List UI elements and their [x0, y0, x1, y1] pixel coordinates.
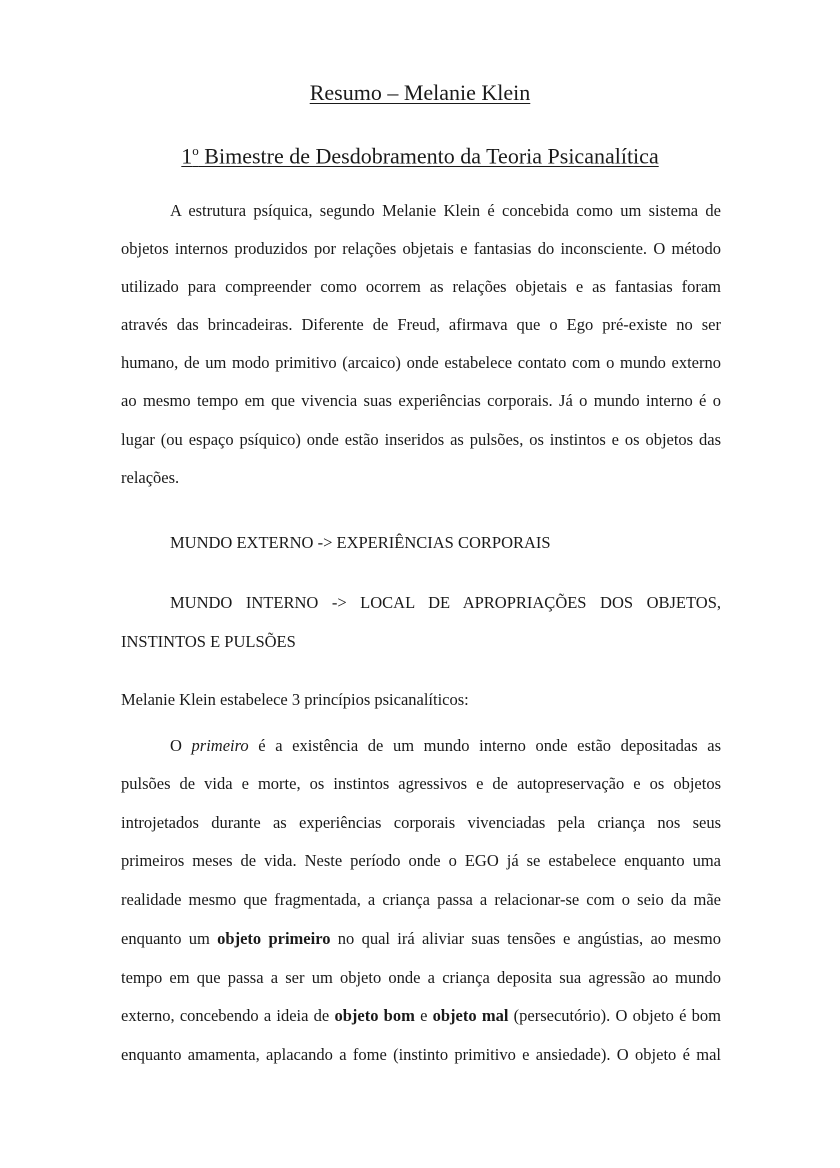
document-subtitle	[0, 143, 840, 169]
paragraph1-line: ao mesmo tempo em que vivencia suas experiências corporais. Já o mundo interno é o	[121, 391, 721, 410]
paragraph2-line: realidade mesmo que fragmentada, a criança passa a relacionar-se com o seio da mãe	[121, 890, 721, 909]
paragraph1-line: relações.	[121, 468, 180, 487]
paragraph1-line: lugar (ou espaço psíquico) onde estão inseridos as pulsões, os instintos e os objetos das	[121, 430, 721, 449]
subtitle-number: 1	[181, 143, 193, 169]
paragraph2-line	[121, 1005, 721, 1027]
paragraph2-line: introjetados durante as experiências corporais vivenciadas pela criança nos seus	[121, 813, 721, 832]
text-run: (persecutório). O objeto é bom	[508, 1006, 722, 1025]
document-title: Resumo – Melanie Klein	[309, 80, 531, 105]
paragraph2-line: tempo em que passa a ser um objeto onde a criança deposita sua agressão ao mundo	[121, 968, 721, 987]
text-run: no qual irá aliviar suas tensões e angústias, ao mesmo	[330, 929, 721, 948]
paragraph2-line: primeiros meses de vida. Neste período onde o EGO já se estabelece enquanto uma	[121, 851, 721, 870]
mundo-interno-line: INSTINTOS E PULSÕES	[121, 632, 296, 651]
mundo-interno-line: MUNDO INTERNO -> LOCAL DE APROPRIAÇÕES DOS OBJETOS,	[170, 593, 721, 612]
text-run: enquanto um	[121, 929, 218, 948]
text-run: e	[414, 1006, 433, 1025]
paragraph1-line: utilizado para compreender como ocorrem as relações objetais e as fantasias foram	[121, 277, 721, 296]
text-run: é a existência de um mundo interno onde estão depositadas as	[248, 736, 722, 755]
subtitle-ordinal: o	[192, 143, 199, 158]
paragraph1-line: A estrutura psíquica, segundo Melanie Klein é concebida como um sistema de	[170, 201, 721, 220]
objeto-mal-bold: objeto mal	[432, 1006, 509, 1025]
principles-intro: Melanie Klein estabelece 3 princípios psicanalíticos:	[121, 690, 469, 709]
objeto-primeiro-bold: objeto primeiro	[217, 929, 331, 948]
paragraph1-line: através das brincadeiras. Diferente de Freud, afirmava que o Ego pré-existe no ser	[121, 315, 721, 334]
paragraph1-line: objetos internos produzidos por relações objetais e fantasias do inconsciente. O método	[121, 239, 721, 258]
primeiro-emphasis: primeiro	[191, 736, 249, 755]
paragraph2-line	[121, 928, 721, 950]
paragraph1-line: humano, de um modo primitivo (arcaico) onde estabelece contato com o mundo externo	[121, 353, 721, 372]
mundo-externo-line: MUNDO EXTERNO -> EXPERIÊNCIAS CORPORAIS	[170, 533, 551, 552]
text-run: O	[170, 736, 192, 755]
paragraph2-line: enquanto amamenta, aplacando a fome (instinto primitivo e ansiedade). O objeto é mal	[121, 1045, 721, 1064]
subtitle-text: Bimestre de Desdobramento da Teoria Psicanalítica	[198, 143, 659, 169]
objeto-bom-bold: objeto bom	[334, 1006, 415, 1025]
text-run: externo, concebendo a ideia de	[121, 1006, 335, 1025]
paragraph2-line: pulsões de vida e morte, os instintos agressivos e de autopreservação e os objetos	[121, 774, 721, 793]
paragraph2-line	[170, 735, 721, 757]
